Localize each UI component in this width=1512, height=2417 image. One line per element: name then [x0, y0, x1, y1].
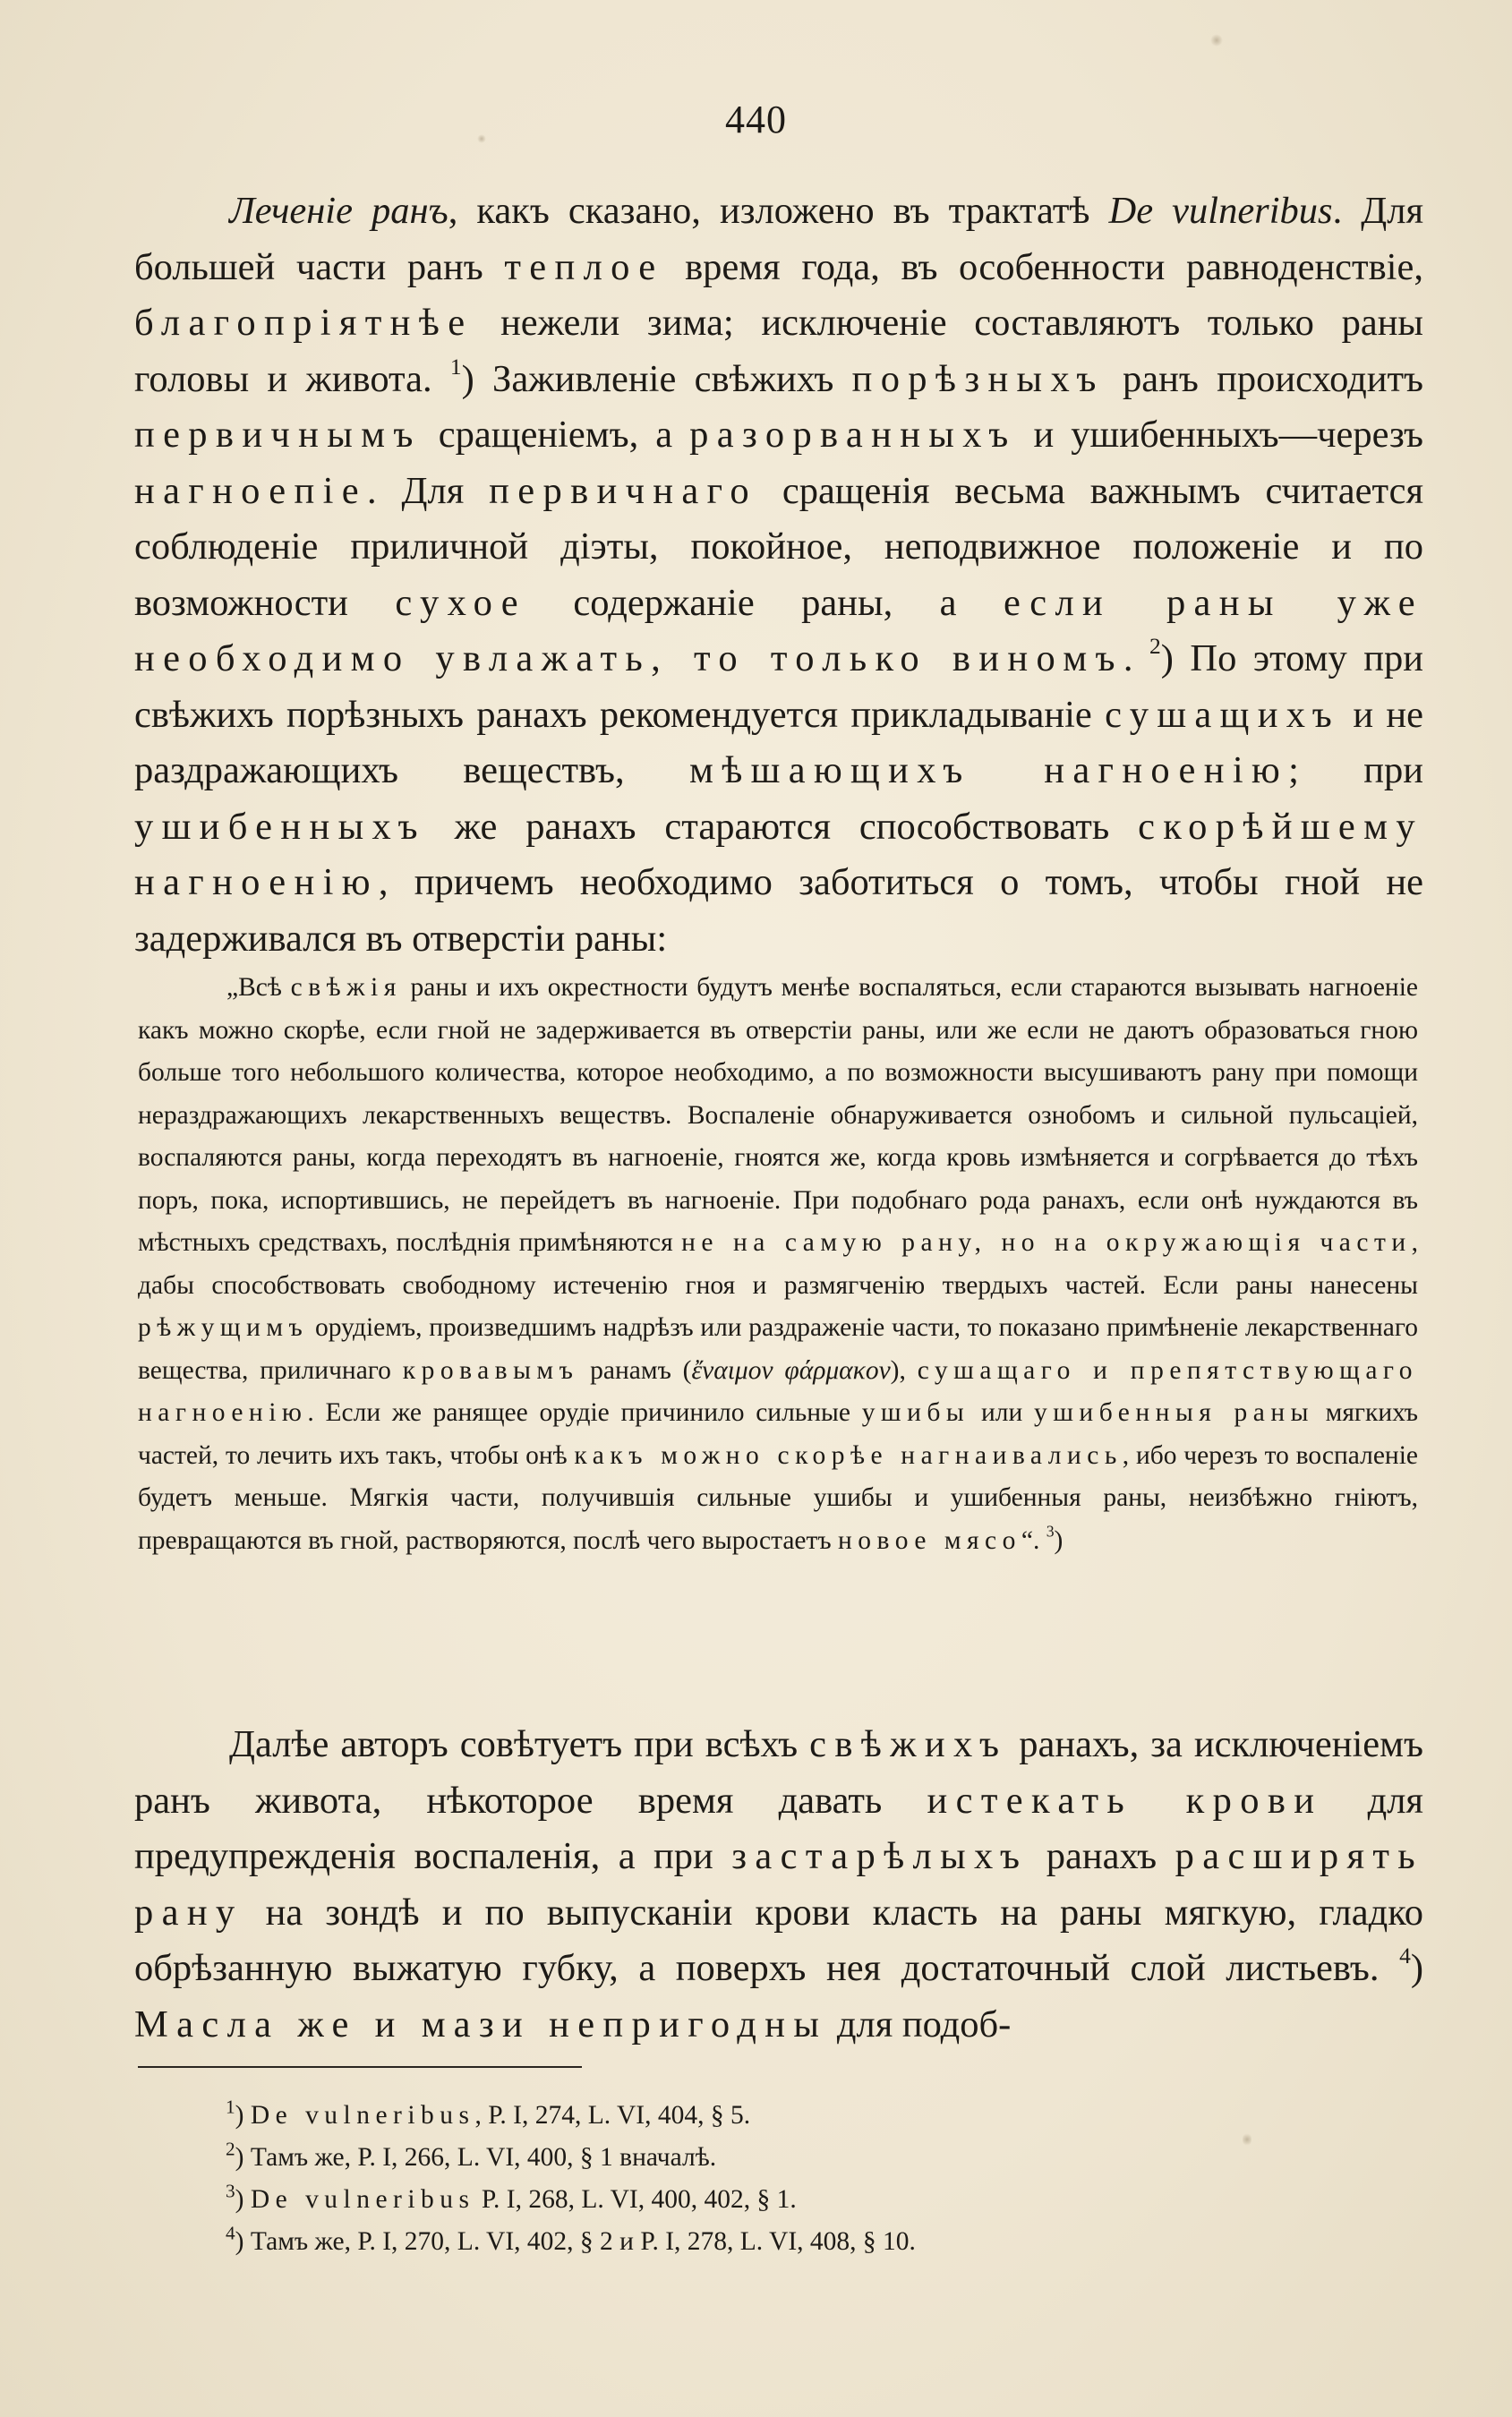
footnote-text: Тамъ же, P. I, 266, L. VI, 400, § 1 вначалѣ. — [250, 2143, 717, 2172]
text: и не раздражающихъ веществъ, — [134, 693, 1424, 791]
text: орудіемъ, произведшимъ надрѣзъ или раздраженіе части, то показано примѣненіе лекарственнаго вещества, приличнаго — [138, 1313, 1418, 1385]
spaced-emphasis: первичнаго — [489, 469, 757, 512]
spaced-emphasis: сушащихъ — [1105, 693, 1341, 736]
text: ранамъ ( — [578, 1355, 692, 1385]
spaced-emphasis: кровавымъ — [402, 1355, 579, 1385]
text: нежели зима; исключеніе составляютъ только раны головы и живота. — [134, 302, 1423, 400]
spaced-emphasis: сушащаго и препятствующаго нагноенію — [138, 1355, 1419, 1427]
text: же ранахъ стараются способствовать — [425, 805, 1139, 848]
text: , какъ сказано, изложено въ трактатѣ — [448, 190, 1109, 232]
spaced-emphasis: первичнымъ — [134, 414, 422, 456]
footnote-mark: 1 — [226, 2096, 235, 2118]
spaced-emphasis: De vulneribus — [250, 2185, 475, 2214]
text: . Для — [366, 469, 490, 512]
footnote-text: Тамъ же, P. I, 270, L. VI, 402, § 2 и P. I, 278, L. VI, 408, § 10. — [250, 2227, 916, 2256]
greek-term: ἔναιμον φάρμακον — [691, 1355, 891, 1385]
footnote-mark: 3 — [226, 2180, 235, 2202]
text: , ибо черезъ то воспаленіе будетъ меньше. Мягкія части, получившія сильные ушибы и ушибенныя раны, неизбѣжно гніютъ, превращаются въ гной, растворяются, послѣ чего выростаетъ — [138, 1440, 1418, 1555]
footnote-ref: 3 — [1046, 1522, 1055, 1541]
spaced-emphasis: ушибы — [861, 1398, 970, 1427]
text: содержаніе раны, а — [525, 581, 1004, 624]
text: ранахъ — [1028, 1835, 1175, 1877]
spaced-emphasis: если раны уже необходимо увлажать, то только виномъ — [134, 581, 1423, 679]
text: ранахъ, за исключеніемъ ранъ живота, нѣкоторое время давать — [134, 1723, 1423, 1822]
section-title: Леченіе ранъ — [229, 190, 448, 232]
spaced-emphasis: нагноепіе — [134, 469, 367, 512]
spaced-emphasis: застарѣлыхъ — [731, 1835, 1029, 1877]
text: ) — [1054, 1525, 1064, 1555]
text: . Если же ранящее орудіе причинило сильные — [307, 1398, 862, 1427]
treatise-title: De vulneribus — [1108, 190, 1333, 232]
spaced-emphasis: сухое — [395, 581, 526, 624]
footnotes — [226, 2095, 1389, 2263]
text: ) — [1410, 1947, 1423, 1989]
spaced-emphasis: теплое — [504, 245, 664, 288]
text: ) По этому при свѣжихъ порѣзныхъ ранахъ рекомендуется прикладываніе — [134, 637, 1423, 736]
text: ) Заживленіе свѣжихъ — [461, 357, 852, 400]
spaced-emphasis: благопріятнѣе — [134, 302, 474, 344]
spaced-emphasis: рѣжущимъ — [138, 1313, 309, 1342]
spaced-emphasis: свѣжихъ — [809, 1723, 1008, 1765]
text: время года, въ особенности равноденствіе, — [663, 245, 1423, 288]
spaced-emphasis: порѣзныхъ — [851, 357, 1105, 400]
spaced-emphasis: Масла же и мази непригодны — [134, 2003, 828, 2045]
text: „Всѣ — [226, 973, 291, 1002]
footnote: $^2$) Тамъ же, P. I, 266, L. VI, 400, § 1 вначалѣ. — [226, 2138, 717, 2172]
footnote-ref: 1 — [449, 353, 462, 380]
spaced-emphasis: расширять рану — [134, 1835, 1423, 1934]
text: , причемъ необходимо заботиться о томъ, чтобы гной не задерживался въ отверстіи раны: — [134, 861, 1423, 960]
page-number: 440 — [725, 98, 787, 141]
spaced-emphasis: разорванныхъ — [689, 414, 1017, 456]
spaced-emphasis: новое мясо — [838, 1525, 1021, 1555]
text: Далѣе авторъ совѣтуетъ при всѣхъ — [229, 1723, 810, 1765]
spaced-emphasis: истекать крови — [927, 1779, 1323, 1822]
text: . Для большей части ранъ — [134, 190, 1424, 288]
block-quote — [138, 967, 1418, 1562]
paragraph-author-advice — [134, 1717, 1423, 2053]
text: . — [1123, 637, 1149, 679]
paragraph-wound-treatment — [134, 184, 1423, 967]
text: для подоб- — [827, 2003, 1012, 2045]
footnote-text: , P. I, 274, L. VI, 404, § 5. — [474, 2101, 751, 2130]
text: и ушибенныхъ—черезъ — [1016, 414, 1424, 456]
footnote-mark: 2 — [226, 2138, 235, 2160]
footnote: $^1$) De vulneribus, P. I, 274, L. VI, 404, § 5. — [226, 2096, 751, 2130]
spaced-emphasis: De vulneribus — [250, 2101, 475, 2130]
spaced-emphasis: ушибенныя раны — [1033, 1398, 1314, 1427]
footnote-divider — [138, 2066, 582, 2068]
footnote: $^3$) De vulneribus P. I, 268, L. VI, 400, 402, § 1. — [226, 2180, 797, 2214]
text: для предупрежденія воспаленія, а при — [134, 1779, 1423, 1877]
footnote-ref: 2 — [1149, 632, 1161, 659]
text: мягкихъ частей, то лечить ихъ такъ, чтобы онѣ — [138, 1398, 1418, 1470]
spaced-emphasis: скорѣйшему нагноенію — [134, 805, 1423, 903]
text: сращенія весьма важнымъ считается соблюденіе приличной діэты, покойное, неподвижное положеніе и по возможности — [134, 469, 1423, 624]
text: или — [970, 1398, 1034, 1427]
footnote-text: P. I, 268, L. VI, 400, 402, § 1. — [474, 2185, 797, 2214]
footnote-mark: 4 — [226, 2222, 235, 2244]
spaced-emphasis: мѣшающихъ нагноенію — [689, 749, 1289, 791]
text: ; при — [1288, 749, 1423, 791]
footnote-ref: 4 — [1399, 1942, 1411, 1969]
text: , дабы способствовать свободному истеченію гноя и размягченію твердыхъ частей. Если раны нанесены — [138, 1228, 1419, 1300]
text: “. — [1021, 1525, 1046, 1555]
paper-stain — [1210, 34, 1223, 47]
spaced-emphasis: не на самую рану, но на окружающія части — [681, 1228, 1412, 1257]
text: ), — [890, 1355, 918, 1385]
spaced-emphasis: какъ можно скорѣе нагнаивались — [574, 1440, 1123, 1470]
text: ранъ происходитъ — [1104, 357, 1424, 400]
spaced-emphasis: свѣжія — [290, 973, 402, 1002]
text: сращеніемъ, а — [421, 414, 690, 456]
text: раны и ихъ окрестности будутъ менѣе воспаляться, если стараются вызывать нагноеніе какъ можно скорѣе, если гной не задерживается въ отверстіи раны, или же если не даютъ образоваться гною больше того небольшого количества, которое необходимо, а по возможности высушиваютъ рану при помощи нераздражающихъ лекарственныхъ веществъ. Воспаленіе обнаруживается ознобомъ и сильной пульсаціей, воспаляются раны, когда переходятъ въ нагноеніе, гноятся же, когда кровь измѣняется и согрѣвается до тѣхъ поръ, пока, испортившись, не перейдетъ въ нагноеніе. При подобнаго рода ранахъ, если онѣ нуждаются въ мѣстныхъ средствахъ, послѣднія примѣняются — [138, 973, 1418, 1257]
text: на зондѣ и по выпусканіи крови класть на раны мягкую, гладко обрѣзанную выжатую губку, а поверхъ нея достаточный слой листьевъ. — [134, 1891, 1423, 1989]
spaced-emphasis: ушибенныхъ — [134, 805, 426, 848]
footnote: $^4$) Тамъ же, P. I, 270, L. VI, 402, § 2 и P. I, 278, L. VI, 408, § 10. — [226, 2222, 916, 2256]
